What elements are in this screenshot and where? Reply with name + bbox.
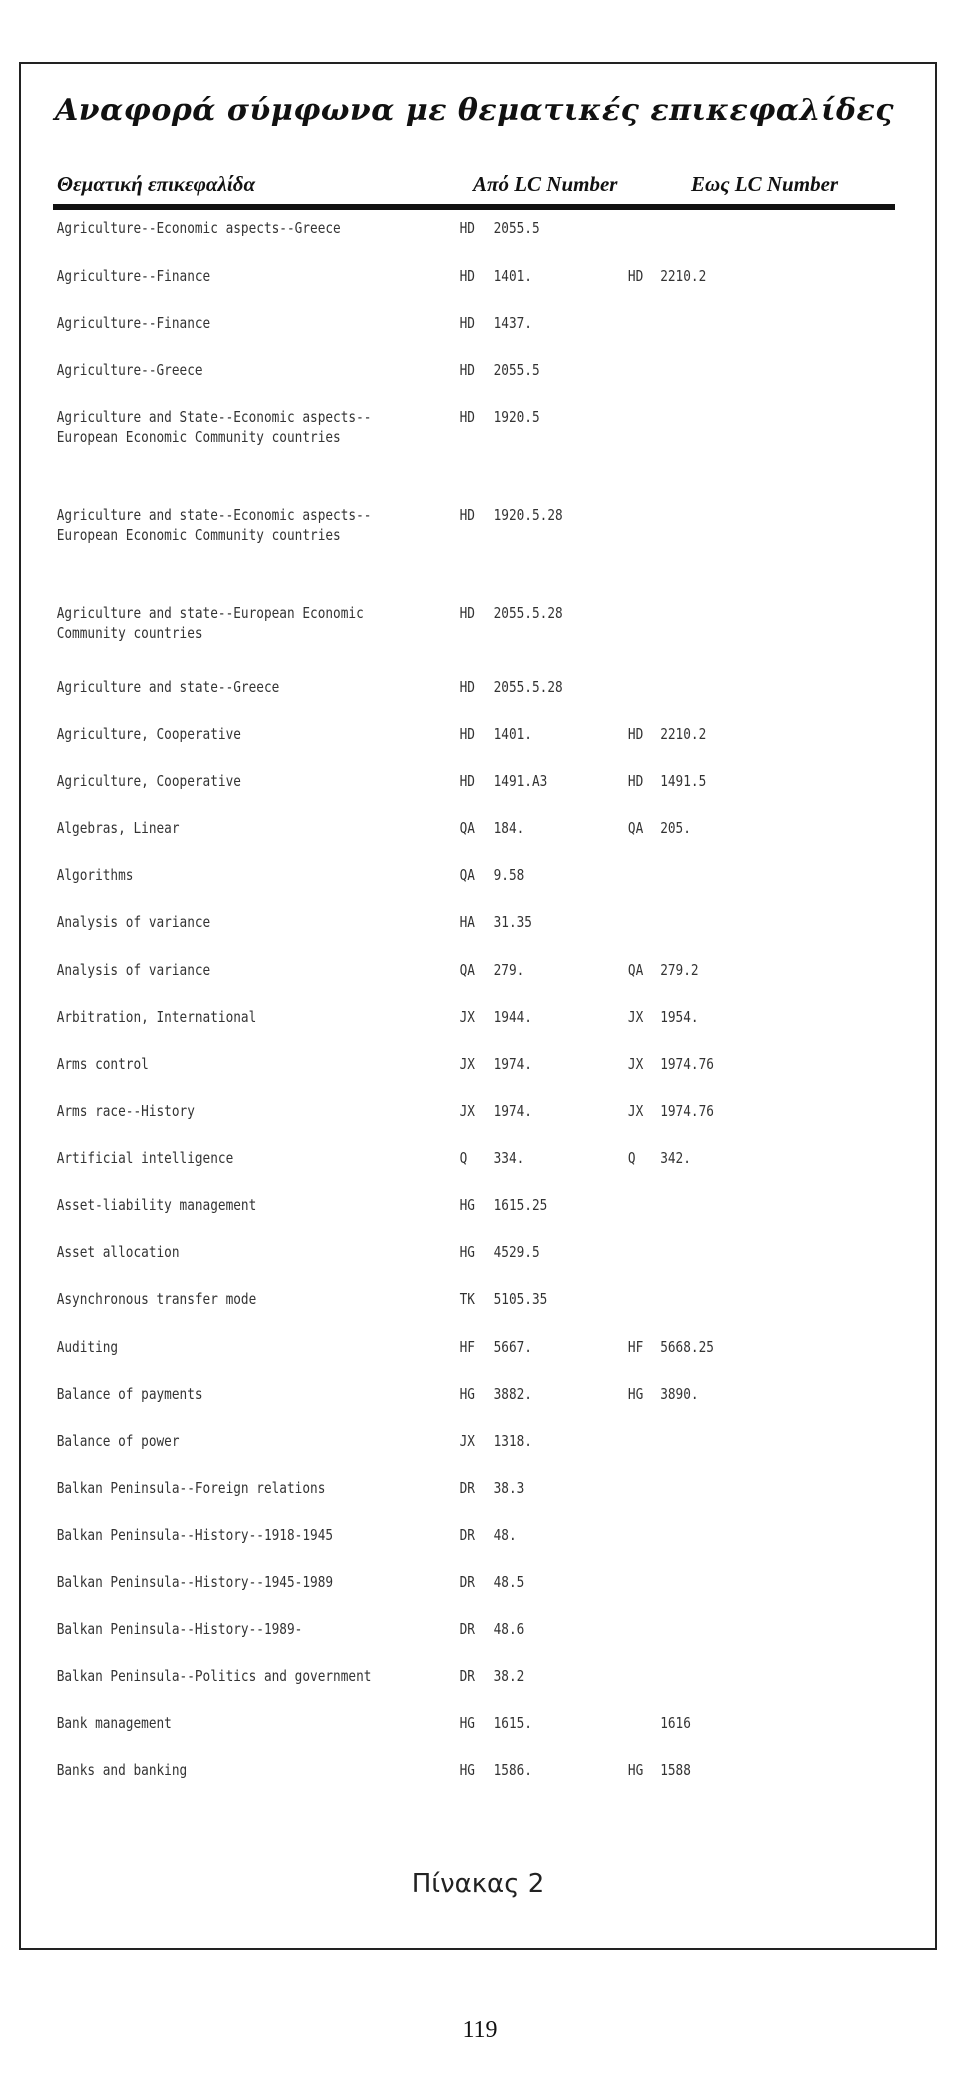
from-class-cell: HD [459,408,475,426]
to-number-cell: 2210.2 [660,267,707,285]
to-class-cell: HG [627,1385,644,1403]
from-class-cell: HG [459,1243,475,1261]
from-number-cell: 2055.5.28 [493,604,563,622]
to-number-cell: 342. [660,1149,691,1167]
subject-cell: Analysis of variance [56,913,211,931]
column-header-to: Εως LC Number [691,172,839,196]
to-number-cell: 3890. [660,1385,699,1403]
subject-cell: Agriculture--Finance [56,267,211,285]
subject-cell: Agriculture--Economic aspects--Greece [56,219,341,237]
subject-cell: Balkan Peninsula--Politics and government [56,1667,372,1685]
to-class-cell: HD [627,725,644,743]
from-class-cell: HD [459,772,475,790]
from-number-cell: 1615. [493,1714,532,1732]
to-class-cell: HF [627,1338,644,1356]
from-number-cell: 1401. [493,267,532,285]
from-number-cell: 3882. [493,1385,532,1403]
to-number-cell: 1974.76 [660,1102,714,1120]
from-number-cell: 5105.35 [493,1290,548,1308]
to-class-cell: QA [627,819,644,837]
from-class-cell: HG [459,1761,475,1779]
from-number-cell: 279. [493,961,525,979]
from-number-cell: 38.3 [493,1479,525,1497]
subject-cell: Arbitration, International [56,1008,257,1026]
subject-cell: Arms race--History [56,1102,195,1120]
subject-cell: Agriculture and State--Economic aspects--European Economic Community countries [56,408,372,446]
to-class-cell: HD [627,772,644,790]
from-class-cell: HD [459,678,475,696]
from-class-cell: HD [459,361,475,379]
from-number-cell: 2055.5 [493,219,540,237]
subject-cell: Asset allocation [56,1243,180,1261]
to-number-cell: 1954. [660,1008,699,1026]
subject-cell: Balkan Peninsula--Foreign relations [56,1479,326,1497]
from-class-cell: HD [459,267,475,285]
to-class-cell: HD [627,267,644,285]
to-class-cell: HG [627,1761,644,1779]
to-number-cell: 1588 [660,1761,691,1779]
from-class-cell: HA [459,913,475,931]
from-class-cell: HD [459,604,475,622]
subject-cell: Balkan Peninsula--History--1918-1945 [56,1526,334,1544]
to-class-cell: Q [627,1149,636,1167]
subject-cell: Agriculture, Cooperative [56,725,241,743]
subject-cell: Agriculture, Cooperative [56,772,241,790]
subject-cell: Agriculture--Greece [56,361,203,379]
subject-cell: Balance of power [56,1432,180,1450]
from-class-cell: DR [459,1526,475,1544]
from-number-cell: 48. [493,1526,517,1544]
from-class-cell: HF [459,1338,475,1356]
from-number-cell: 38.2 [493,1667,525,1685]
subject-cell: Auditing [56,1338,119,1356]
subject-cell: Balance of payments [56,1385,203,1403]
from-class-cell: DR [459,1620,475,1638]
subject-cell: Bank management [56,1714,172,1732]
from-class-cell: JX [459,1008,475,1026]
to-number-cell: 5668.25 [660,1338,714,1356]
from-number-cell: 48.5 [493,1573,525,1591]
subject-cell: Arms control [56,1055,149,1073]
from-class-cell: QA [459,819,475,837]
page-number: 119 [462,2017,498,2043]
subject-cell: Artificial intelligence [56,1149,234,1167]
subject-cell: Agriculture and state--Greece [56,678,280,696]
subject-cell: Asynchronous transfer mode [56,1290,257,1308]
from-class-cell: DR [459,1573,475,1591]
to-number-cell: 1616 [660,1714,691,1732]
from-class-cell: JX [459,1432,475,1450]
from-number-cell: 1491.A3 [493,772,548,790]
from-number-cell: 1401. [493,725,532,743]
from-class-cell: HD [459,219,475,237]
from-class-cell: DR [459,1479,475,1497]
report-title: Αναφορά σύμφωνα με θεματικές επικεφαλίδες [55,93,895,128]
from-class-cell: HG [459,1714,475,1732]
from-number-cell: 1437. [493,314,532,332]
from-class-cell: Q [459,1149,468,1167]
subject-cell: Agriculture and state--European Economic Community countries [56,604,372,642]
to-class-cell: JX [627,1008,644,1026]
to-number-cell: 279.2 [660,961,699,979]
from-number-cell: 48.6 [493,1620,525,1638]
from-class-cell: HD [459,314,475,332]
to-number-cell: 205. [660,819,691,837]
from-number-cell: 1974. [493,1055,532,1073]
from-class-cell: HG [459,1196,475,1214]
from-number-cell: 1318. [493,1432,532,1450]
from-number-cell: 1920.5 [493,408,540,426]
to-number-cell: 2210.2 [660,725,707,743]
from-number-cell: 1615.25 [493,1196,548,1214]
from-number-cell: 2055.5.28 [493,678,563,696]
table-caption: Πίνακας 2 [411,1869,545,1899]
subject-cell: Agriculture and state--Economic aspects--European Economic Community countries [56,506,372,544]
from-number-cell: 184. [493,819,525,837]
header-rule [53,204,895,210]
to-class-cell: JX [627,1055,644,1073]
subject-cell: Asset-liability management [56,1196,257,1214]
from-class-cell: HD [459,506,475,524]
to-class-cell: JX [627,1102,644,1120]
to-number-cell: 1974.76 [660,1055,714,1073]
from-class-cell: JX [459,1055,475,1073]
report-frame [19,62,937,1950]
subject-cell: Balkan Peninsula--History--1945-1989 [56,1573,334,1591]
from-class-cell: QA [459,866,475,884]
from-class-cell: TK [459,1290,475,1308]
from-number-cell: 1920.5.28 [493,506,563,524]
subject-cell: Agriculture--Finance [56,314,211,332]
subject-cell: Algebras, Linear [56,819,180,837]
from-number-cell: 1974. [493,1102,532,1120]
from-class-cell: HD [459,725,475,743]
from-class-cell: HG [459,1385,475,1403]
from-number-cell: 9.58 [493,866,525,884]
from-number-cell: 1586. [493,1761,532,1779]
subject-cell: Balkan Peninsula--History--1989- [56,1620,303,1638]
to-number-cell: 1491.5 [660,772,707,790]
subject-cell: Banks and banking [56,1761,188,1779]
from-number-cell: 2055.5 [493,361,540,379]
from-number-cell: 4529.5 [493,1243,540,1261]
from-number-cell: 334. [493,1149,525,1167]
column-header-subject: Θεματική επικεφαλίδα [57,172,256,196]
to-class-cell: QA [627,961,644,979]
from-number-cell: 1944. [493,1008,532,1026]
from-class-cell: DR [459,1667,475,1685]
from-class-cell: QA [459,961,475,979]
subject-cell: Analysis of variance [56,961,211,979]
from-number-cell: 31.35 [493,913,532,931]
column-header-from: Από LC Number [473,172,618,196]
subject-cell: Algorithms [56,866,134,884]
from-number-cell: 5667. [493,1338,532,1356]
from-class-cell: JX [459,1102,475,1120]
